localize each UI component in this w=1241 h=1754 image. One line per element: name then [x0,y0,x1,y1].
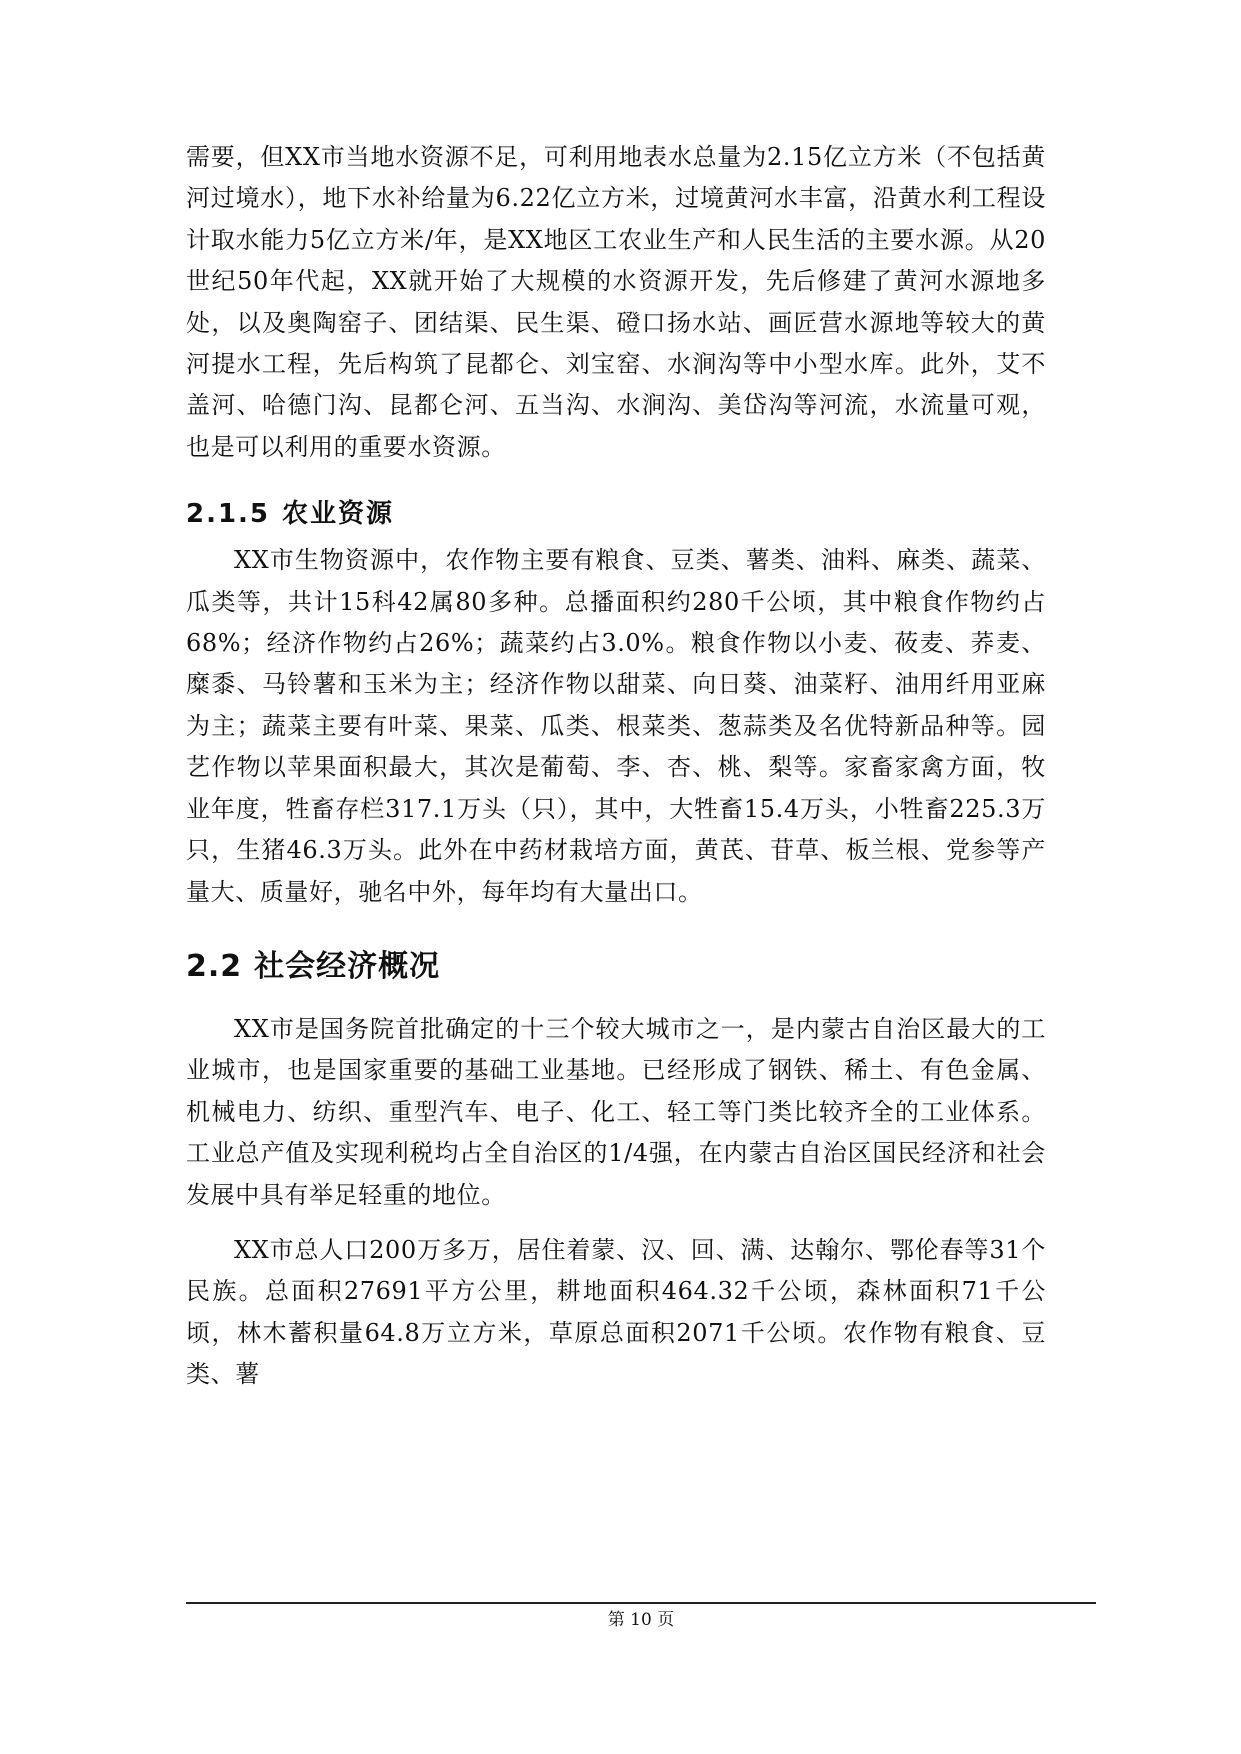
section-heading-2-2 [186,947,1046,987]
body-paragraph-water-resources: 需要，但XX市当地水资源不足，可利用地表水总量为2.15亿立方米（不包括黄河过境水），地下水补给量为6.22亿立方米，过境黄河水丰富，沿黄水利工程设计取水能力5亿立方米/年，是XX地区工农业生产和人民生活的主要水源。从20世纪50年代起，XX就开始了大规模的水资源开发，先后修建了黄河水源地多处，以及奥陶窑子、团结渠、民生渠、磴口扬水站、画匠营水源地等较大的黄河提水工程，先后构筑了昆都仑、刘宝窑、水涧沟等中小型水库。此外，艾不盖河、哈德门沟、昆都仑河、五当沟、水涧沟、美岱沟等河流，水流量可观，也是可以利用的重要水资源。 [186,143,1046,461]
document-body [186,137,1046,1396]
body-paragraph-agriculture: XX市生物资源中，农作物主要有粮食、豆类、薯类、油料、麻类、蔬菜、瓜类等，共计15科42属80多种。总播面积约280千公顷，其中粮食作物约占68%；经济作物约占26%；蔬菜约占3.0%。粮食作物以小麦、莜麦、荞麦、糜黍、马铃薯和玉米为主；经济作物以甜菜、向日葵、油菜籽、油用纤用亚麻为主；蔬菜主要有叶菜、果菜、瓜类、根菜类、葱蒜类及名优特新品种等。园艺作物以苹果面积最大，其次是葡萄、李、杏、桃、梨等。家畜家禽方面，牧业年度，牲畜存栏317.1万头（只），其中，大牲畜15.4万头，小牲畜225.3万只，生猪46.3万头。此外在中药材栽培方面，黄芪、苷草、板兰根、党参等产量大、质量好，驰名中外，每年均有大量出口。 [186,546,1046,906]
page-number: 第 10 页 [607,1610,675,1630]
section-number: 2.1.5 [186,499,271,530]
body-paragraph-population: XX市总人口200万多万，居住着蒙、汉、回、满、达翰尔、鄂伦春等31个民族。总面积27691平方公里，耕地面积464.32千公顷，森林面积71千公顷，林木蓄积量64.8万立方米，草原总面积2071千公顷。农作物有粮食、豆类、薯 [186,1235,1046,1389]
section-title: 农业资源 [282,499,395,530]
section-title: 社会经济概况 [254,948,441,984]
body-paragraph-economy: XX市是国务院首批确定的十三个较大城市之一，是内蒙古自治区最大的工业城市，也是国家重要的基础工业基地。已经形成了钢铁、稀土、有色金属、机械电力、纺织、重型汽车、电子、化工、轻工等门类比较齐全的工业体系。工业总产值及实现利税均占全自治区的1/4强，在内蒙古自治区国民经济和社会发展中具有举足轻重的地位。 [186,1014,1046,1209]
footer-divider [186,1602,1096,1604]
section-number: 2.2 [186,948,243,984]
section-heading-2-1-5 [186,496,1046,532]
